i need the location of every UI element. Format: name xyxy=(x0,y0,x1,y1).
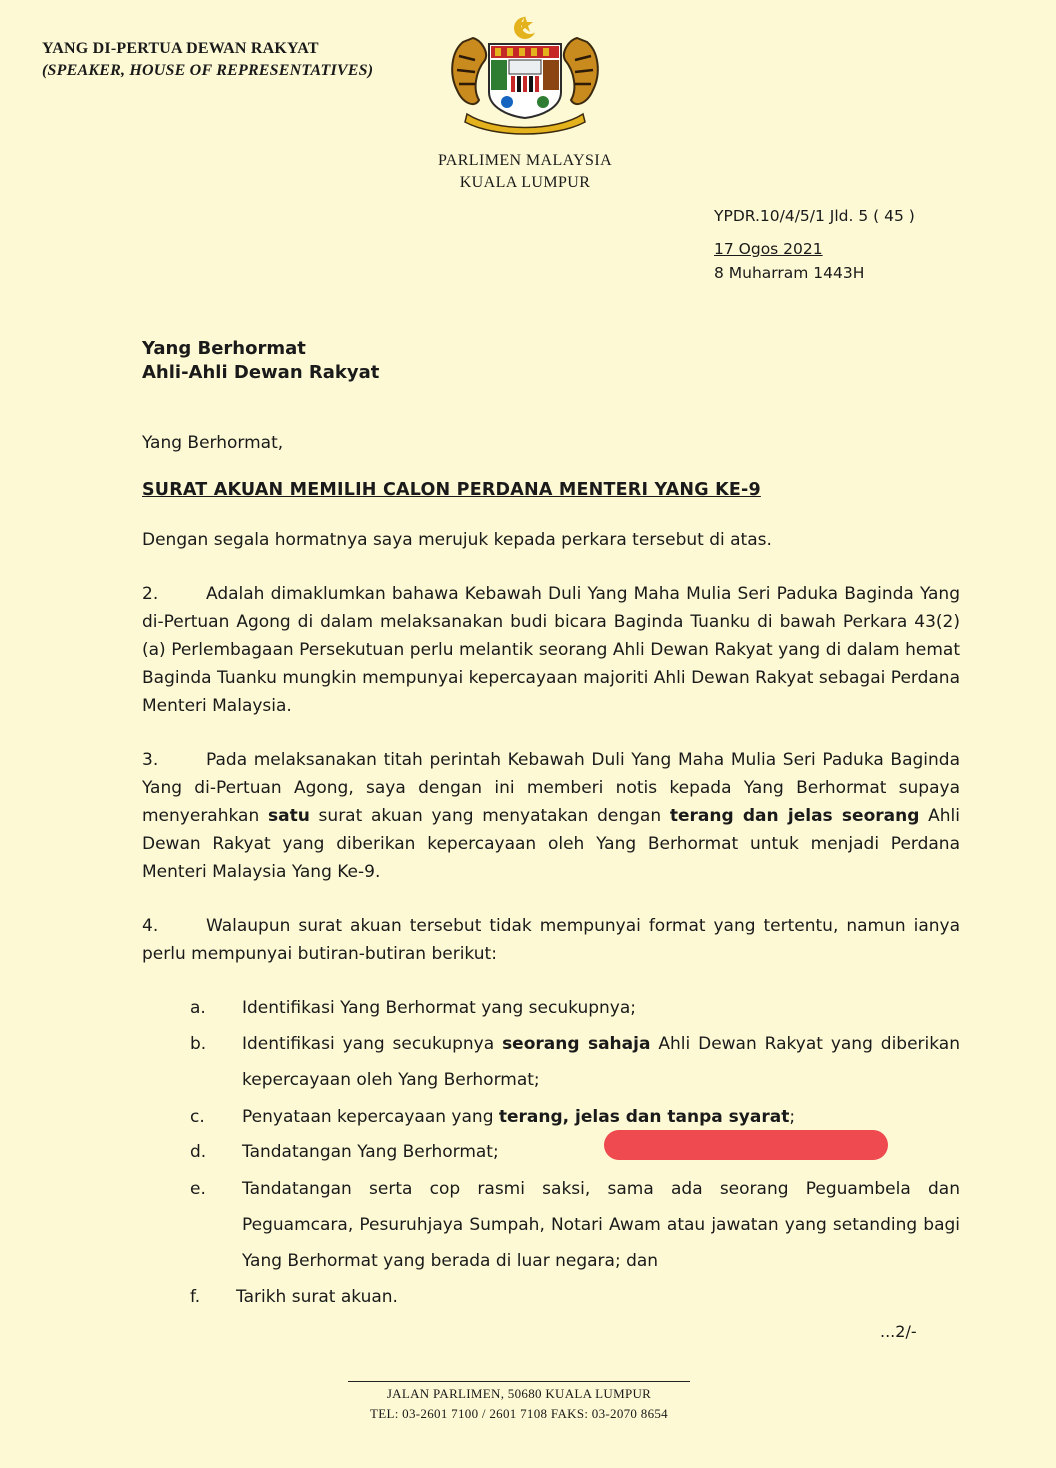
list-item-text: Tandatangan Yang Berhormat; xyxy=(242,1142,499,1162)
office-title: YANG DI-PERTUA DEWAN RAKYAT xyxy=(42,40,319,57)
list-item-label: b. xyxy=(190,1034,207,1054)
malaysia-coat-of-arms-icon xyxy=(445,12,605,137)
office-title-english: (SPEAKER, HOUSE OF REPRESENTATIVES) xyxy=(42,62,374,79)
list-item-label: c. xyxy=(190,1107,205,1127)
paragraph-number: 3. xyxy=(142,750,159,770)
letter-footer xyxy=(348,1381,690,1424)
paragraph-text: Walaupun surat akuan tersebut tidak mempunyai format yang tertentu, namun ianya perlu mempunyai butiran-butiran berikut: xyxy=(142,916,960,964)
list-item-text-part: Penyataan kepercayaan yang xyxy=(242,1107,499,1127)
list-item-text: Tandatangan serta cop rasmi saksi, sama ada seorang Peguambela dan Peguamcara, Pesuruhjaya Sumpah, Notari Awam atau jawatan yang setanding bagi Yang Berhormat yang berada di luar negara; dan xyxy=(242,1179,960,1271)
list-item-text: Identifikasi Yang Berhormat yang secukupnya; xyxy=(242,998,636,1018)
paragraph-number: 4. xyxy=(142,916,159,936)
paragraph-text-part: Ahli Dewan Rakyat yang diberikan kepercayaan oleh Yang Berhormat untuk menjadi Perdana Menteri Malaysia Yang Ke-9. xyxy=(142,806,960,882)
list-item-label: d. xyxy=(190,1142,207,1162)
list-item-label: a. xyxy=(190,998,206,1018)
list-item-text-part: Ahli Dewan Rakyat yang diberikan kepercayaan oleh Yang Berhormat; xyxy=(242,1034,961,1090)
list-item-e xyxy=(190,1171,960,1279)
list-item-label: e. xyxy=(190,1179,206,1199)
letterhead-office xyxy=(42,38,373,82)
paragraph-text-part: Pada melaksanakan titah perintah Kebawah Duli Yang Maha Mulia Seri Paduka Baginda Yang di-Pertuan Agong, saya dengan ini memberi notis kepada Yang Berhormat supaya menyerahkan xyxy=(142,750,960,826)
paragraph-4 xyxy=(142,912,960,968)
reference-number: YPDR.10/4/5/1 Jld. 5 ( 45 ) xyxy=(714,207,915,225)
emphasis-text: satu xyxy=(267,806,310,826)
hijri-date: 8 Muharram 1443H xyxy=(714,264,865,282)
list-item-a xyxy=(190,990,960,1026)
list-item-text: Tarikh surat akuan. xyxy=(236,1287,398,1307)
letter-date: 17 Ogos 2021 xyxy=(714,240,823,258)
list-item-label: f. xyxy=(190,1287,201,1307)
salutation: Yang Berhormat, xyxy=(142,433,284,453)
list-item-d xyxy=(190,1134,960,1170)
list-item-text-part: Identifikasi yang secukupnya xyxy=(242,1034,503,1054)
emphasis-text: terang dan jelas seorang xyxy=(669,806,920,826)
footer-contact: TEL: 03-2601 7100 / 2601 7108 FAKS: 03-2070 8654 xyxy=(370,1406,668,1421)
list-item-text-part: ; xyxy=(789,1107,796,1127)
emphasis-text: terang, jelas dan tanpa syarat xyxy=(498,1107,790,1127)
paragraph-3 xyxy=(142,746,960,886)
footer-address: JALAN PARLIMEN, 50680 KUALA LUMPUR xyxy=(386,1386,652,1401)
parliament-city: KUALA LUMPUR xyxy=(459,174,591,191)
subject-heading: SURAT AKUAN MEMILIH CALON PERDANA MENTERI YANG KE-9 xyxy=(142,480,761,500)
paragraph-number: 2. xyxy=(142,584,159,604)
emphasis-text: seorang sahaja xyxy=(502,1034,651,1054)
intro-paragraph: Dengan segala hormatnya saya merujuk kepada perkara tersebut di atas. xyxy=(142,530,772,550)
recipient-line2: Ahli-Ahli Dewan Rakyat xyxy=(142,362,380,383)
list-item-text xyxy=(242,1026,960,1098)
recipient-block xyxy=(142,337,379,385)
paragraph-2 xyxy=(142,580,960,720)
continuation-marker: ...2/- xyxy=(880,1322,917,1341)
recipient-line1: Yang Berhormat xyxy=(142,338,306,359)
list-item-f xyxy=(190,1279,960,1315)
list-item-b xyxy=(190,1026,960,1098)
paragraph-text: Adalah dimaklumkan bahawa Kebawah Duli Yang Maha Mulia Seri Paduka Baginda Yang di-Pertuan Agong di dalam melaksanakan budi bicara Baginda Tuanku di bawah Perkara 43(2)(a) Perlembagaan Persekutuan perlu melantik seorang Ahli Dewan Rakyat yang di dalam hemat Baginda Tuanku mungkin mempunyai kepercayaan majoriti Ahli Dewan Rakyat sebagai Perdana Menteri Malaysia. xyxy=(142,584,960,716)
paragraph-text-part: surat akuan yang menyatakan dengan xyxy=(309,806,670,826)
parliament-name: PARLIMEN MALAYSIA xyxy=(437,152,613,169)
